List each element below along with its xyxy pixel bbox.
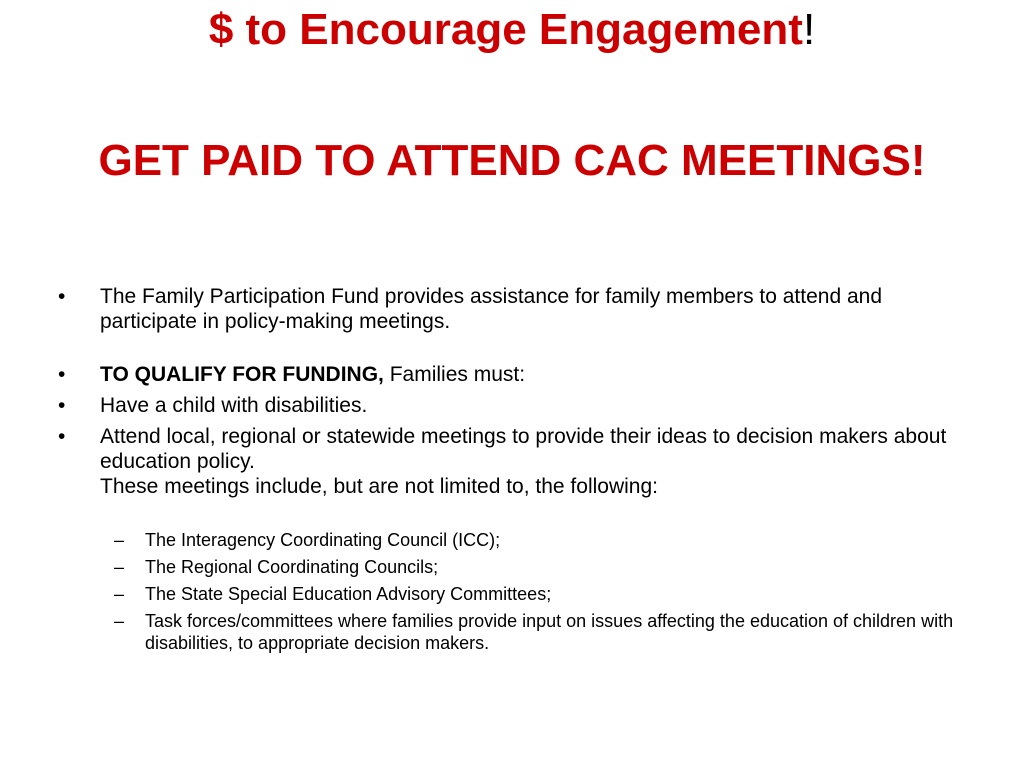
bullet-item <box>56 284 956 334</box>
bullet-text: Attend local, regional or statewide meetings to provide their ideas to decision makers about education policy. <box>100 425 947 473</box>
title-exclamation: ! <box>802 5 816 54</box>
sub-bullet-item <box>56 529 956 551</box>
sub-bullet-marker: – <box>114 530 125 550</box>
bullet-marker: • <box>58 363 66 386</box>
sub-bullet-text: The State Special Education Advisory Committees; <box>145 584 552 604</box>
sub-bullet-text: The Interagency Coordinating Council (ICC); <box>145 530 501 550</box>
sub-bullet-marker: – <box>114 611 125 631</box>
slide-body <box>56 284 956 659</box>
title-line-1 <box>0 0 1024 60</box>
bullet-item <box>56 393 956 418</box>
title-engagement-text: $ to Encourage Engagement <box>208 5 803 54</box>
sub-bullet-item <box>56 610 956 654</box>
sub-bullet-item <box>56 583 956 605</box>
bullet-marker: • <box>58 285 66 308</box>
bullet-item <box>56 362 956 387</box>
bullet-item <box>56 424 956 499</box>
sub-bullet-item <box>56 556 956 578</box>
bullet-marker: • <box>58 394 66 417</box>
title-line-2: GET PAID TO ATTEND CAC MEETINGS! <box>98 136 926 185</box>
bullet-marker: • <box>58 425 66 448</box>
bullet-text: Have a child with disabilities. <box>100 394 368 417</box>
sub-bullet-text: The Regional Coordinating Councils; <box>145 557 439 577</box>
bullet-text: Families must: <box>383 363 526 386</box>
sub-bullet-marker: – <box>114 584 125 604</box>
sub-bullet-marker: – <box>114 557 125 577</box>
bullet-bold-lead: TO QUALIFY FOR FUNDING, <box>100 363 384 386</box>
bullet-text-continuation: These meetings include, but are not limited to, the following: <box>100 475 658 498</box>
sub-bullet-text: Task forces/committees where families provide input on issues affecting the education of children with disabilities, to appropriate decision makers. <box>145 611 954 653</box>
bullet-text: The Family Participation Fund provides assistance for family members to attend and participate in policy-making meetings. <box>100 285 883 333</box>
